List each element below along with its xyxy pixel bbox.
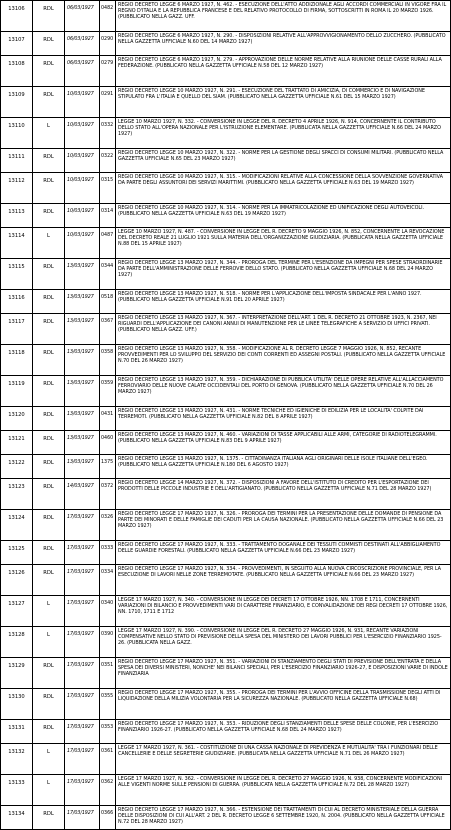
record-number: 13132 (1, 744, 33, 775)
record-number: 13128 (1, 627, 33, 658)
table-row (1, 204, 451, 228)
act-date: 10/03/1927 (65, 87, 100, 118)
act-date: 10/03/1927 (65, 149, 100, 173)
act-type: RDL (33, 658, 65, 689)
act-date: 17/03/1927 (65, 658, 100, 689)
act-date: 14/03/1927 (65, 479, 100, 510)
act-date: 17/03/1927 (65, 806, 100, 830)
act-description: REGIO DECRETO LEGGE 13 MARZO 1927, N. 359. - DICHIARAZIONE DI PUBBLICA UTILITA' DELLE OPERE RELATIVE ALL'ALLACCIAMENTO FERROVIARIO DELLE NUOVE CALATE OCCIDENTALI DEL PORTO DI GENOVA. (PUBBLICATO NELLA GAZZETTA UFFICIALE N.70 DEL 26 MARZO 1927) (116, 376, 451, 407)
act-date: 13/03/1927 (65, 376, 100, 407)
act-date: 17/03/1927 (65, 775, 100, 806)
act-description: LEGGE 10 MARZO 1927, N. 332. - CONVERSIONE IN LEGGE DEL R. DECRETO 4 APRILE 1926, N. 914, CONCERNENTE IL CONTRIBUTO DELLO STATO ALL'OPERA NAZIONALE PER L'ISTRUZIONE ELEMENTARE. (PUBBLICATA NELLA GAZZETTA UFFICIALE N.66 DEL 24 MARZO 1927) (116, 118, 451, 149)
table-row (1, 455, 451, 479)
act-description: REGIO DECRETO LEGGE 10 MARZO 1927, N. 322. - NORME PER LA GESTIONE DEGLI SPACCI DI CONSUMI MILITARI. (PUBBLICATO NELLA GAZZETTA UFFICIALE N.65 DEL 23 MARZO 1927) (116, 149, 451, 173)
act-type: RDL (33, 56, 65, 87)
act-code: 0367 (100, 314, 116, 345)
act-date: 17/03/1927 (65, 541, 100, 565)
act-type: RDL (33, 431, 65, 455)
act-date: 13/03/1927 (65, 290, 100, 314)
record-number: 13123 (1, 479, 33, 510)
act-date: 17/03/1927 (65, 565, 100, 596)
table-row (1, 720, 451, 744)
table-row (1, 407, 451, 431)
act-date: 06/03/1927 (65, 32, 100, 56)
act-date: 10/03/1927 (65, 228, 100, 259)
act-description: REGIO DECRETO LEGGE 6 MARZO 1927, N. 279. - APPROVAZIONE DELLE NORME RELATIVE ALLA RIUNIONE DELLE CASSE RURALI ALLA FEDERAZIONE. (PUBBLICATO NELLA GAZZETTA UFFICIALE N.58 DEL 12 MARZO 1927) (116, 56, 451, 87)
table-row (1, 658, 451, 689)
record-number: 13122 (1, 455, 33, 479)
table-row (1, 290, 451, 314)
table-row (1, 565, 451, 596)
record-number: 13127 (1, 596, 33, 627)
act-type: L (33, 118, 65, 149)
act-code: 0358 (100, 345, 116, 376)
act-code: 0290 (100, 32, 116, 56)
act-code: 0362 (100, 775, 116, 806)
act-type: RDL (33, 479, 65, 510)
act-code: 0361 (100, 744, 116, 775)
act-description: REGIO DECRETO LEGGE 13 MARZO 1927, N. 460. - VARIAZIONI DI TASSE APPLICABILI ALLE ARMI, CATEGORIE DI RADIOTELEGRAMMI. (PUBBLICATO NELLA GAZZETTA UFFICIALE N.83 DEL 9 APRILE 1927) (116, 431, 451, 455)
act-type: RDL (33, 173, 65, 204)
record-number: 13118 (1, 345, 33, 376)
record-number: 13124 (1, 510, 33, 541)
act-code: 0334 (100, 565, 116, 596)
record-number: 13120 (1, 407, 33, 431)
act-code: 0326 (100, 510, 116, 541)
act-code: 0359 (100, 376, 116, 407)
act-type: RDL (33, 259, 65, 290)
table-row (1, 173, 451, 204)
record-number: 13131 (1, 720, 33, 744)
act-type: RDL (33, 510, 65, 541)
act-date: 10/03/1927 (65, 204, 100, 228)
act-date: 13/03/1927 (65, 314, 100, 345)
table-row (1, 376, 451, 407)
act-description: LEGGE 17 MARZO 1927, N. 390. - CONVERSIONE IN LEGGE DEL R. DECRETO 27 MAGGIO 1926, N. 931, RECANTE VARIAZIONI COMPENSATIVE NELLO STATO DI PREVISIONE DELLA SPESA DEL MINISTERO DEI LAVORI PUBBLICI PER L'ESERCIZIO FINANZIARIO 1925-26. (PUBBLICATA NELLA GAZZ. (116, 627, 451, 658)
record-number: 13119 (1, 376, 33, 407)
table-row (1, 744, 451, 775)
act-description: REGIO DECRETO LEGGE 17 MARZO 1927, N. 333. - TRATTAMENTO DOGANALE DEI TESSUTI COMMISTI DESTINATI ALL'ABBIGLIAMENTO DELLE GUARDIE FORESTALI. (PUBBLICATO NELLA GAZZETTA UFFICIALE N.66 DEL 23 MARZO 1927) (116, 541, 451, 565)
act-type: RDL (33, 204, 65, 228)
act-date: 17/03/1927 (65, 689, 100, 720)
act-type: RDL (33, 32, 65, 56)
act-code: 0333 (100, 541, 116, 565)
act-type: RDL (33, 314, 65, 345)
act-description: LEGGE 17 MARZO 1927, N. 362. - CONVERSIONE IN LEGGE DEL R. DECRETO 27 MAGGIO 1926, N. 938, CONCERNENTE MODIFICAZIONI ALLE VIGENTI NORME SULLE PENSIONI DI GUERRA. (PUBBLICATA NELLA GAZZETTA UFFICIALE N.72 DEL 28 MARZO 1927) (116, 775, 451, 806)
act-type: RDL (33, 1, 65, 32)
act-type: L (33, 775, 65, 806)
act-description: REGIO DECRETO LEGGE 13 MARZO 1927, N. 358. - MODIFICAZIONE AL R. DECRETO LEGGE 7 MAGGIO 1926, N. 852, RECANTE PROVVEDIMENTI PER LO SVILUPPO DEL SERVIZIO DEI CONTI CORRENTI ED ASSEGNI POSTALI. (PUBBLICATO NELLA GAZZETTA UFFICIALE N.70 DEL 26 MARZO 1927) (116, 345, 451, 376)
act-type: RDL (33, 806, 65, 830)
act-code: 1375 (100, 455, 116, 479)
record-number: 13114 (1, 228, 33, 259)
table-row (1, 689, 451, 720)
record-number: 13112 (1, 173, 33, 204)
act-description: REGIO DECRETO LEGGE 17 MARZO 1927, N. 366. - ESTENSIONE DEI TRATTAMENTI DI CUI AL DECRETO MINISTERIALE DELLA GUERRA DELLE DISPOSIZIONI DI CUI ALL'ART. 2 DEL R. DECRETO LEGGE 6 SETTEMBRE 1920, N. 2004. (PUBBLICATO NELLA GAZZETTA UFFICIALE N.72 DEL 28 MARZO 1927) (116, 806, 451, 830)
act-code: 0332 (100, 118, 116, 149)
record-number: 13125 (1, 541, 33, 565)
act-type: RDL (33, 87, 65, 118)
act-code: 0482 (100, 1, 116, 32)
table-row (1, 149, 451, 173)
act-type: L (33, 228, 65, 259)
act-date: 13/03/1927 (65, 455, 100, 479)
act-code: 0340 (100, 596, 116, 627)
record-number: 13115 (1, 259, 33, 290)
record-number: 13130 (1, 689, 33, 720)
act-code: 0518 (100, 290, 116, 314)
act-type: L (33, 744, 65, 775)
act-description: REGIO DECRETO LEGGE 13 MARZO 1927, N. 367. - INTERPRETAZIONE DELL'ART. 1 DEL R. DECRETO 21 OTTOBRE 1923, N. 2367, NEI RIGUARDI DELL'APPLICAZIONE DEI CANONI ANNUI DI MANUTENZIONE PER LE LINEE TELEGRAFICHE A SERVIZIO DI UFFICI PRIVATI. (PUBBLICATO NELLA GAZZ. UFF.) (116, 314, 451, 345)
act-description: REGIO DECRETO LEGGE 17 MARZO 1927, N. 353. - RIDUZIONE DEGLI STANZIAMENTI DELLE SPESE DELLE COLONIE, PER L'ESERCIZIO FINANZIARIO 1926-27. (PUBBLICATO NELLA GAZZETTA UFFICIALE N.68 DEL 24 MARZO 1927) (116, 720, 451, 744)
act-code: 0344 (100, 259, 116, 290)
act-description: REGIO DECRETO LEGGE 13 MARZO 1927, N. 1375. - CITTADINANZA ITALIANA AGLI ORIGINARI DELLE ISOLE ITALIANE DELL'EGEO. (PUBBLICATO NELLA GAZZETTA UFFICIALE N.180 DEL 6 AGOSTO 1927) (116, 455, 451, 479)
act-description: LEGGE 17 MARZO 1927, N. 361. - COSTITUZIONE DI UNA CASSA NAZIONALE DI PREVIDENZA E MUTUALITA' TRA I FUNZIONARI DELLE CANCELLERIE E DELLE SEGRETERIE GIUDIZIARIE. (PUBBLICATA NELLA GAZZETTA UFFICIALE N.71 DEL 26 MARZO 1927) (116, 744, 451, 775)
act-date: 17/03/1927 (65, 720, 100, 744)
act-code: 0291 (100, 87, 116, 118)
act-description: REGIO DECRETO LEGGE 10 MARZO 1927, N. 314. - NORME PER LA IMMATRICOLAZIONE ED UNIFICAZIONE DEGLI AUTOVEICOLI. (PUBBLICATO NELLA GAZZETTA UFFICIALE N.63 DEL 19 MARZO 1927) (116, 204, 451, 228)
act-code: 0355 (100, 689, 116, 720)
act-date: 13/03/1927 (65, 259, 100, 290)
table-row (1, 541, 451, 565)
table-row (1, 806, 451, 830)
record-number: 13134 (1, 806, 33, 830)
act-description: REGIO DECRETO LEGGE 17 MARZO 1927, N. 326. - PROROGA DEI TERMINI PER LA PRESENTAZIONE DELLE DOMANDE DI PENSIONE DA PARTE DEI MINORATI E DELLE FAMIGLIE DEI CADUTI PER LA CAUSA NAZIONALE. (PUBBLICATO NELLA GAZZETTA UFFICIALE N.66 DEL 23 MARZO 1927) (116, 510, 451, 541)
act-type: RDL (33, 376, 65, 407)
record-number: 13108 (1, 56, 33, 87)
act-description: LEGGE 10 MARZO 1927, N. 487. - CONVERSIONE IN LEGGE DEL R. DECRETO 9 MAGGIO 1926, N. 852, CONCERNENTE LA REVOCAZIONE DEL DECRETO REALE 21 LUGLIO 1921 SULLA MATERIA DELL'ORGANIZZAZIONE GIUDIZIARIA. (PUBBLICATA NELLA GAZZETTA UFFICIALE N.88 DEL 15 APRILE 1927) (116, 228, 451, 259)
act-type: RDL (33, 455, 65, 479)
act-type: RDL (33, 345, 65, 376)
act-code: 0351 (100, 658, 116, 689)
act-code: 0460 (100, 431, 116, 455)
table-row (1, 345, 451, 376)
table-row (1, 228, 451, 259)
act-description: REGIO DECRETO LEGGE 13 MARZO 1927, N. 518. - NORME PER L'APPLICAZIONE DELL'IMPOSTA SINDACALE PER L'ANNO 1927. (PUBBLICATO NELLA GAZZETTA UFFICIALE N.91 DEL 20 APRILE 1927) (116, 290, 451, 314)
record-number: 13117 (1, 314, 33, 345)
record-number: 13111 (1, 149, 33, 173)
record-number: 13110 (1, 118, 33, 149)
act-type: L (33, 627, 65, 658)
table-row (1, 510, 451, 541)
act-description: REGIO DECRETO LEGGE 17 MARZO 1927, N. 334. - PROVVEDIMENTI, IN SEGUITO ALLA NUOVA CIRCOSCRIZIONE PROVINCIALE, PER LA ESECUZIONE DI LAVORI NELLE ZONE TERREMOTATE. (PUBBLICATO NELLA GAZZETTA UFFICIALE N.66 DEL 23 MARZO 1927) (116, 565, 451, 596)
table-row (1, 775, 451, 806)
act-date: 17/03/1927 (65, 510, 100, 541)
record-number: 13129 (1, 658, 33, 689)
act-date: 17/03/1927 (65, 627, 100, 658)
act-code: 0279 (100, 56, 116, 87)
table-row (1, 596, 451, 627)
record-number: 13116 (1, 290, 33, 314)
act-date: 17/03/1927 (65, 596, 100, 627)
act-code: 0366 (100, 806, 116, 830)
table-row (1, 87, 451, 118)
act-type: RDL (33, 720, 65, 744)
act-code: 0372 (100, 479, 116, 510)
act-code: 0314 (100, 204, 116, 228)
act-type: RDL (33, 541, 65, 565)
record-number: 13113 (1, 204, 33, 228)
act-type: RDL (33, 290, 65, 314)
act-description: REGIO DECRETO LEGGE 6 MARZO 1927, N. 462. - ESECUZIONE DELL'ATTO ADDIZIONALE AGLI ACCORDI COMMERCIALI IN VIGORE FRA IL REGNO D'ITALIA E LA REPUBBLICA FRANCESE E DEL RELATIVO PROTOCOLLO DI FIRMA, SOTTOSCRITTI IN ROMA IL 20 MARZO 1926. (PUBBLICATO NELLA GAZZ. UFF. (116, 1, 451, 32)
act-code: 0390 (100, 627, 116, 658)
act-description: REGIO DECRETO LEGGE 6 MARZO 1927, N. 290. - DISPOSIZIONI RELATIVE ALL'APPROVVIGIONAMENTO DELLO ZUCCHERO. (PUBBLICATO NELLA GAZZETTA UFFICIALE N.60 DEL 14 MARZO 1927) (116, 32, 451, 56)
act-description: REGIO DECRETO LEGGE 17 MARZO 1927, N. 355. - PROROGA DEI TERMINI PER L'AVVIO OFFICINE DELLA TRASMISSIONE DEGLI ATTI DI LIQUIDAZIONE DELLA MILIZIA VOLONTARIA PER LA SICUREZZA NAZIONALE. (PUBBLICATO NELLA GAZZETTA UFFICIALE N.68) (116, 689, 451, 720)
table-row (1, 259, 451, 290)
record-number: 13133 (1, 775, 33, 806)
act-type: RDL (33, 407, 65, 431)
act-code: 0315 (100, 173, 116, 204)
act-description: LEGGE 17 MARZO 1927, N. 340. - CONVERSIONE IN LEGGE DEI DECRETI 17 OTTOBRE 1926, NN. 1708 E 1711, CONCERNENTI VARIAZIONI DI BILANCIO E PROVVEDIMENTI VARI DI CARATTERE FINANZIARIO, E CONVALIDAZIONE DEI REGI DECRETI 17 OTTOBRE 1926, NN. 1710, 1711 E 1712 (116, 596, 451, 627)
table-body (1, 1, 451, 830)
act-description: REGIO DECRETO LEGGE 13 MARZO 1927, N. 431. - NORME TECNICHE ED IGIENICHE DI EDILIZIA PER LE LOCALITA' COLPITE DAI TERREMOTI. (PUBBLICATO NELLA GAZZETTA UFFICIALE N.82 DEL 8 APRILE 1927) (116, 407, 451, 431)
act-code: 0322 (100, 149, 116, 173)
act-type: RDL (33, 149, 65, 173)
act-date: 13/03/1927 (65, 431, 100, 455)
act-description: REGIO DECRETO LEGGE 13 MARZO 1927, N. 344. - PROROGA DEL TERMINE PER L'ESENZIONE DA IMPEGNI PER SPESE STRAORDINARIE DA PARTE DELL'AMMINISTRAZIONE DELLE FERROVIE DELLO STATO. (PUBBLICATO NELLA GAZZETTA UFFICIALE N.68 DEL 24 MARZO 1927) (116, 259, 451, 290)
act-date: 06/03/1927 (65, 56, 100, 87)
act-type: L (33, 596, 65, 627)
record-number: 13121 (1, 431, 33, 455)
table-row (1, 431, 451, 455)
act-description: REGIO DECRETO LEGGE 17 MARZO 1927, N. 351. - VARIAZIONI DI STANZIAMENTO DEGLI STATI DI PREVISIONE DELL'ENTRATA E DELLA SPESA DEI DIVERSI MINISTERI, NONCHE' NEI BILANCI SPECIALI, PER L'ESERCIZIO FINANZIARIO 1926-27, E DISPOSIZIONI VARIE DI INDOLE FINANZIARIA (116, 658, 451, 689)
act-code: 0487 (100, 228, 116, 259)
act-date: 13/03/1927 (65, 407, 100, 431)
act-date: 10/03/1927 (65, 118, 100, 149)
record-number: 13106 (1, 1, 33, 32)
record-number: 13109 (1, 87, 33, 118)
record-number: 13126 (1, 565, 33, 596)
act-description: REGIO DECRETO LEGGE 10 MARZO 1927, N. 315. - MODIFICAZIONI RELATIVE ALLA CONCESSIONE DELLA SOVVENZIONE GOVERNATIVA DA PARTE DEGLI ASSUNTORI DEI SERVIZI MARITTIMI. (PUBBLICATO NELLA GAZZETTA UFFICIALE N.63 DEL 19 MARZO 1927) (116, 173, 451, 204)
table-row (1, 32, 451, 56)
act-type: RDL (33, 689, 65, 720)
table-row (1, 56, 451, 87)
act-date: 06/03/1927 (65, 1, 100, 32)
act-type: RDL (33, 565, 65, 596)
table-row (1, 118, 451, 149)
act-description: REGIO DECRETO LEGGE 14 MARZO 1927, N. 372. - DISPOSIZIONI A FAVORE DELL'ISTITUTO DI CREDITO PER L'ESPORTAZIONE DEI PRODOTTI DELLE PICCOLE INDUSTRIE E DELL'ARTIGIANATO. (PUBBLICATO NELLA GAZZETTA UFFICIALE N.71 DEL 28 MARZO 1927) (116, 479, 451, 510)
act-date: 17/03/1927 (65, 744, 100, 775)
table-row (1, 627, 451, 658)
table-row (1, 479, 451, 510)
act-date: 13/03/1927 (65, 345, 100, 376)
record-number: 13107 (1, 32, 33, 56)
act-date: 10/03/1927 (65, 173, 100, 204)
act-code: 0353 (100, 720, 116, 744)
table-row (1, 1, 451, 32)
act-code: 0431 (100, 407, 116, 431)
table-row (1, 314, 451, 345)
act-description: REGIO DECRETO LEGGE 10 MARZO 1927, N. 291. - ESECUZIONE DEL TRATTATO DI AMICIZIA, DI COMMERCIO E DI NAVIGAZIONE STIPULATO FRA L'ITALIA E QUELLO DEL SIAM. (PUBBLICATO NELLA GAZZETTA UFFICIALE N.61 DEL 15 MARZO 1927) (116, 87, 451, 118)
